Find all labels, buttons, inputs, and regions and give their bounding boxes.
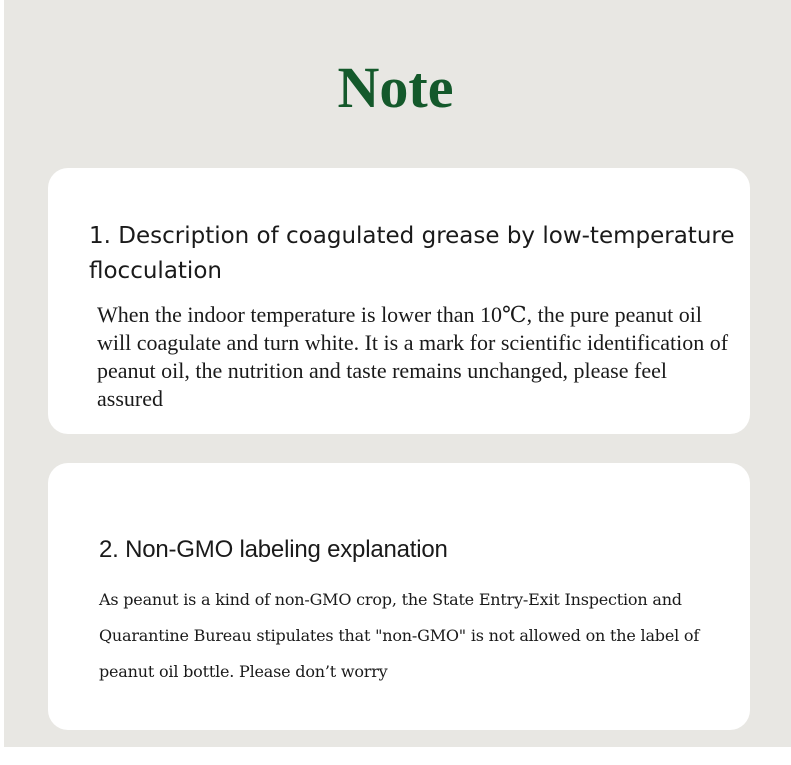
note-heading: 2. Non-GMO labeling explanation — [99, 536, 448, 563]
note-card-non-gmo — [48, 463, 750, 730]
note-heading: 1. Description of coagulated grease by low-temperature flocculation — [89, 223, 735, 284]
note-body: When the indoor temperature is lower than 10℃, the pure peanut oil will coagulate and turn white. It is a mark for scientific identification of peanut oil, the nutrition and taste remains unchanged, please feel assured — [97, 302, 729, 411]
page-title: Note — [337, 55, 454, 120]
note-body: As peanut is a kind of non-GMO crop, the State Entry-Exit Inspection and Quarantine Bureau stipulates that "non-GMO" is not allowed on the label of peanut oil bottle. Please don’t worry — [99, 590, 700, 681]
note-card-low-temperature — [48, 168, 750, 434]
